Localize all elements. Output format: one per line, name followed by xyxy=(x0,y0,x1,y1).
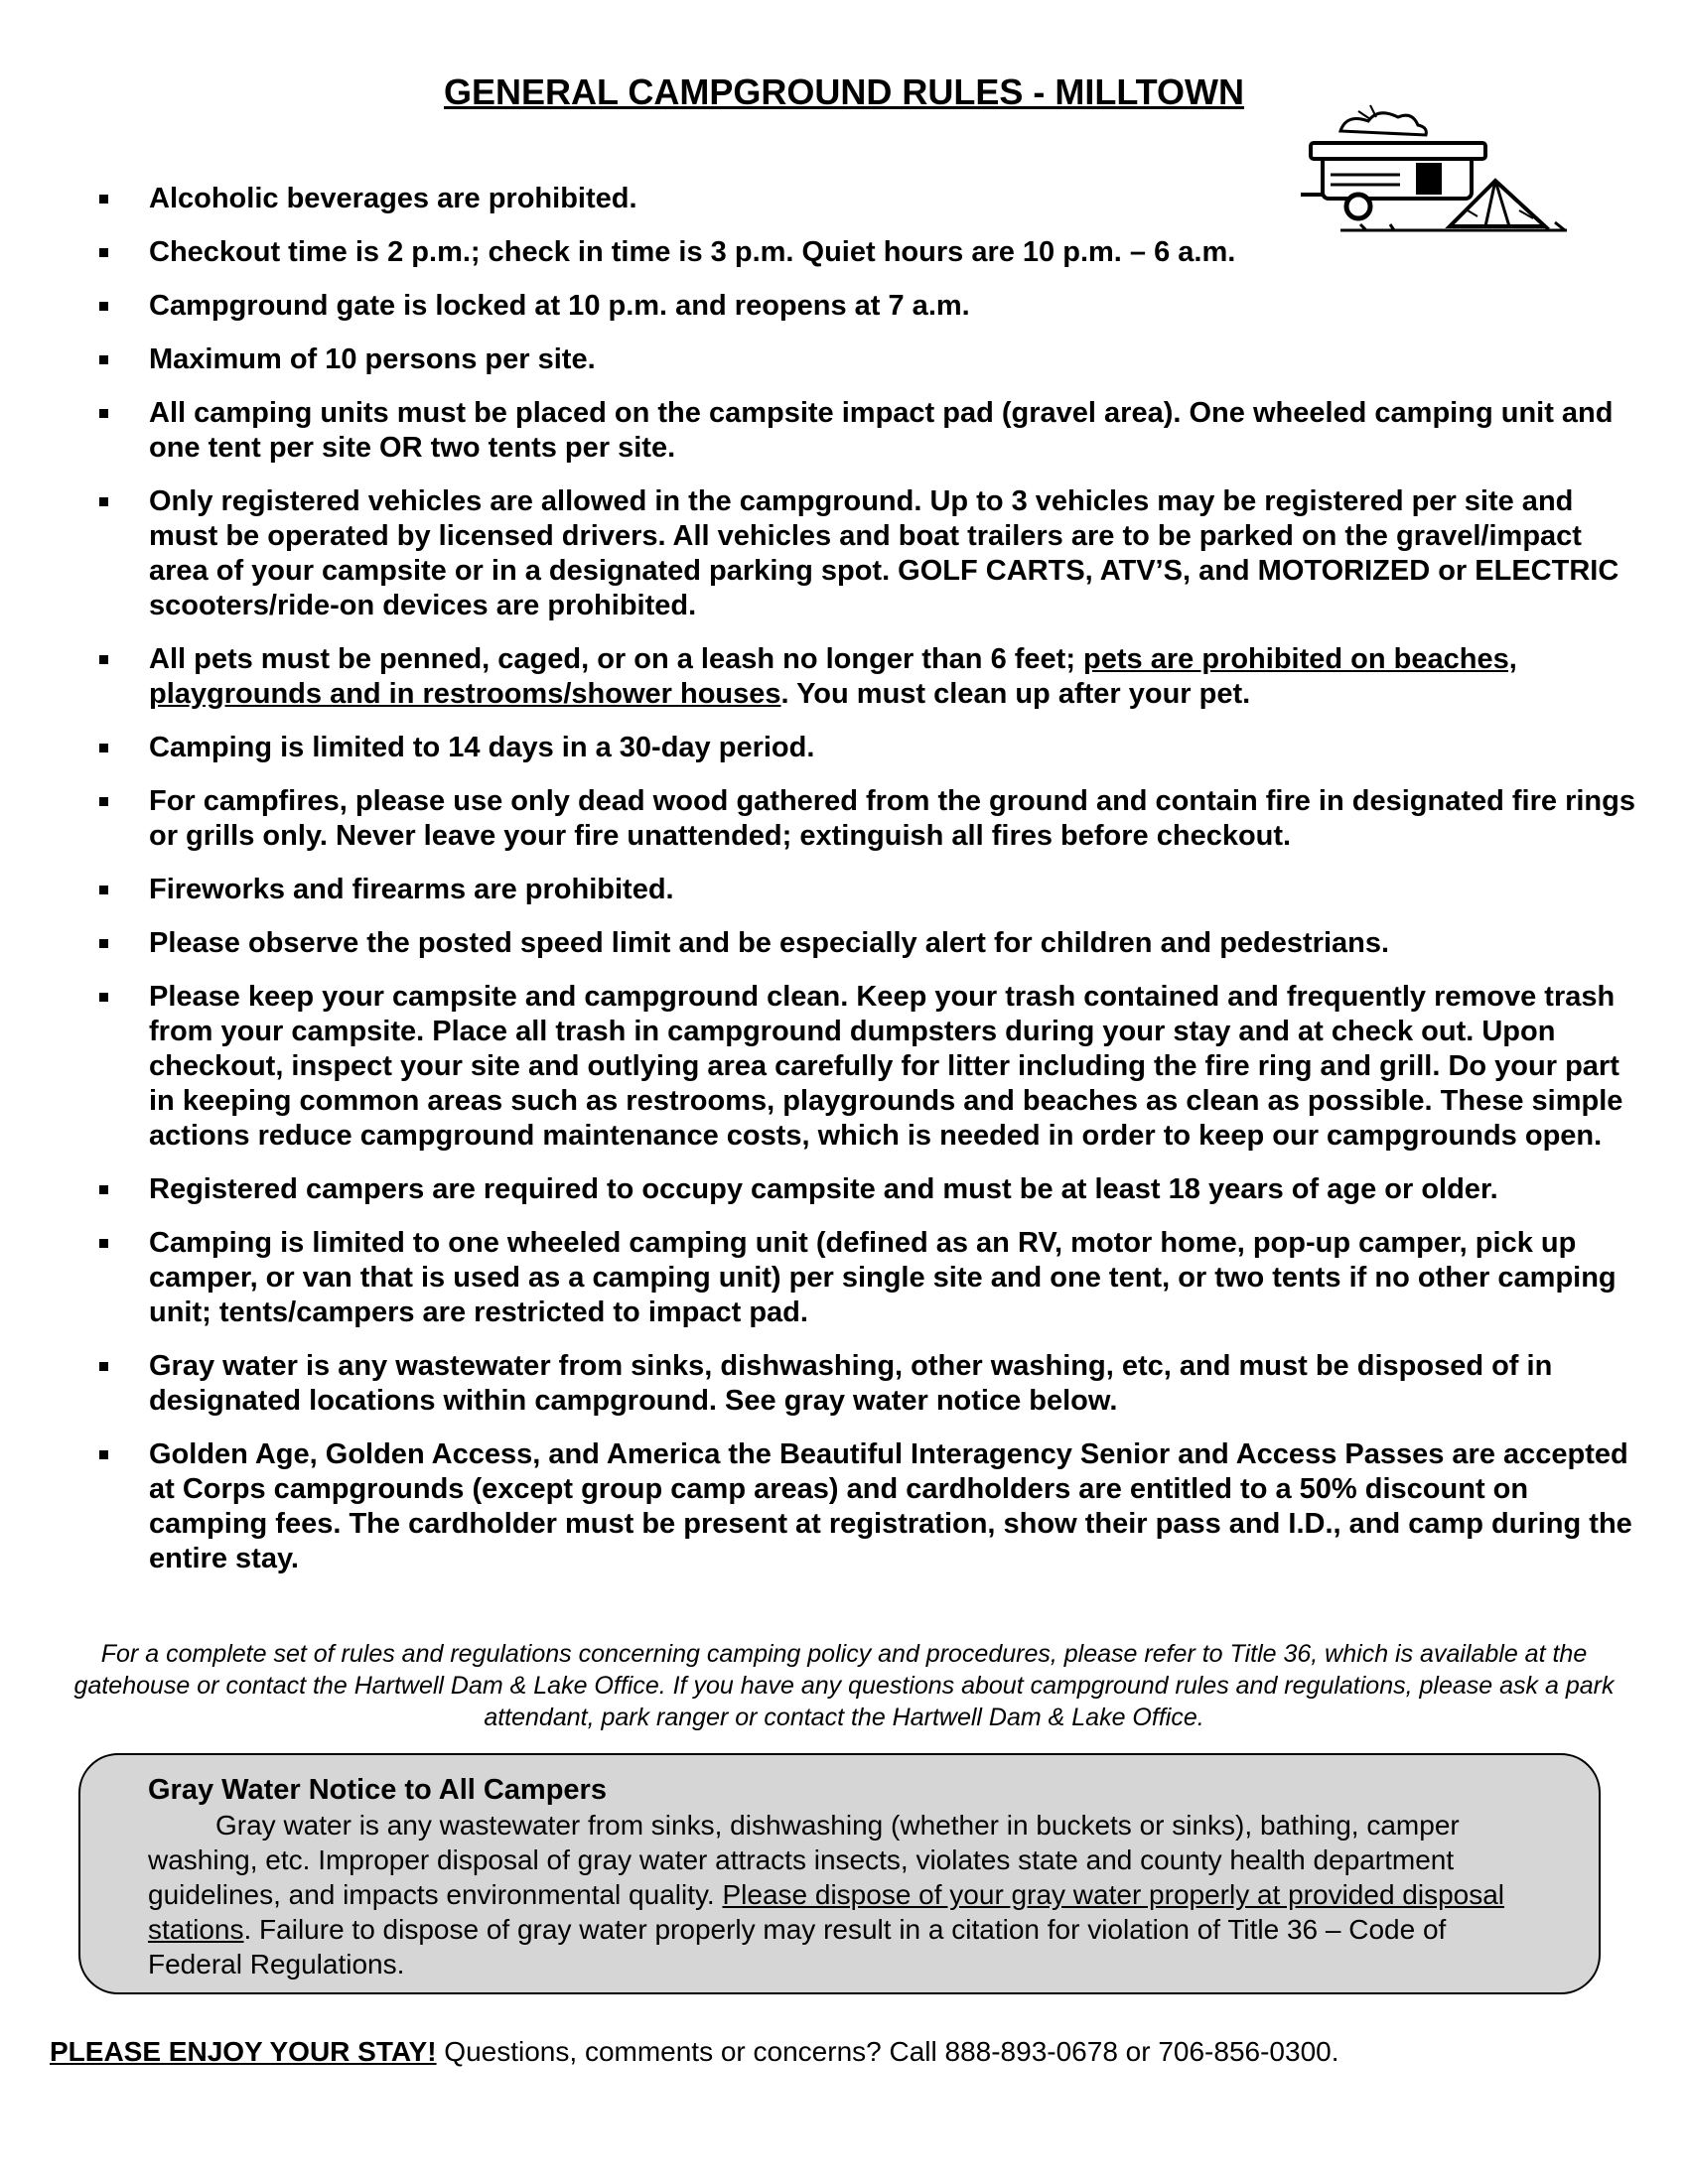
rule-item: Checkout time is 2 p.m.; check in time is 3 p.m. Quiet hours are 10 p.m. – 6 a.m. xyxy=(95,235,1644,270)
bullet-icon xyxy=(99,1239,108,1248)
notice-body: Gray water is any wastewater from sinks, dishwashing (whether in buckets or sinks), bathing, camper washing, etc. Improper disposal of gray water attracts insects, violates state and county health department guidelines, and impacts environmental quality. Please dispose of your gray water properly at provided disposal stations. Failure to dispose of gray water properly may result in a citation for violation of Title 36 – Code of Federal Regulations. xyxy=(148,1810,1505,1979)
rule-item: Please observe the posted speed limit and be especially alert for children and pedestrians. xyxy=(95,926,1644,961)
bullet-icon xyxy=(99,993,108,1002)
rule-item: Camping is limited to 14 days in a 30-day period. xyxy=(95,731,1644,765)
rule-item: Only registered vehicles are allowed in the campground. Up to 3 vehicles may be registered per site and must be operated by licensed drivers. All vehicles and boat trailers are to be parked on the gravel/impact area of your campsite or in a designated parking spot. GOLF CARTS, ATV’S, and MOTORIZED or ELECTRIC scooters/ride-on devices are prohibited. xyxy=(95,484,1644,623)
bullet-icon xyxy=(99,1362,108,1371)
closing-contact: Questions, comments or concerns? Call 888-893-0678 or 706-856-0300. xyxy=(436,2036,1339,2067)
rule-item: Fireworks and firearms are prohibited. xyxy=(95,873,1644,907)
rule-item: For campfires, please use only dead wood gathered from the ground and contain fire in designated fire rings or grills only. Never leave your fire unattended; extinguish all fires before checkout. xyxy=(95,784,1644,854)
bullet-icon xyxy=(99,939,108,948)
rule-item: Campground gate is locked at 10 p.m. and reopens at 7 a.m. xyxy=(95,289,1644,324)
gray-water-notice xyxy=(78,1753,1601,1994)
bullet-icon xyxy=(99,1450,108,1459)
bullet-icon xyxy=(99,248,108,257)
notice-underlined-text: Please dispose of your gray water properly at provided disposal stations xyxy=(148,1879,1505,1945)
rule-item: Golden Age, Golden Access, and America the Beautiful Interagency Senior and Access Passes are accepted at Corps campgrounds (except group camp areas) and cardholders are entitled to a 50% discount on camping fees. The cardholder must be present at registration, show their pass and I.D., and camp during the entire stay. xyxy=(95,1437,1644,1576)
bullet-icon xyxy=(99,409,108,418)
rule-item: Alcoholic beverages are prohibited. xyxy=(95,182,1644,216)
page-title: GENERAL CAMPGROUND RULES - MILLTOWN xyxy=(444,71,1244,112)
notice-title: Gray Water Notice to All Campers xyxy=(148,1774,607,1806)
closing-line xyxy=(50,2035,1339,2069)
rule-item: Camping is limited to one wheeled camping unit (defined as an RV, motor home, pop-up camper, pick up camper, or van that is used as a camping unit) per single site and one tent, or two tents if no other camping unit; tents/campers are restricted to impact pad. xyxy=(95,1226,1644,1330)
bullet-icon xyxy=(99,497,108,506)
bullet-icon xyxy=(99,1185,108,1194)
bullet-icon xyxy=(99,355,108,364)
rule-item: Gray water is any wastewater from sinks, dishwashing, other washing, etc, and must be disposed of in designated locations within campground. See gray water notice below. xyxy=(95,1349,1644,1419)
closing-heading: PLEASE ENJOY YOUR STAY! xyxy=(50,2036,437,2067)
rule-item: Maximum of 10 persons per site. xyxy=(95,342,1644,377)
pets-underlined-text: pets are prohibited on beaches, playgrounds and in restrooms/shower houses xyxy=(149,643,1517,710)
bullet-icon xyxy=(99,797,108,806)
footnote: For a complete set of rules and regulations concerning camping policy and procedures, please refer to Title 36, which is available at the gatehouse or contact the Hartwell Dam & Lake Office. If you have any questions about campground rules and regulations, please ask a park attendant, park ranger or contact the Hartwell Dam & Lake Office. xyxy=(73,1640,1615,1731)
rule-item: All camping units must be placed on the campsite impact pad (gravel area). One wheeled camping unit and one tent per site OR two tents per site. xyxy=(95,396,1644,466)
bullet-icon xyxy=(99,886,108,894)
rules-list xyxy=(95,182,1644,1595)
rule-item: Please keep your campsite and campground clean. Keep your trash contained and frequently remove trash from your campsite. Place all trash in campground dumpsters during your stay and at check out. Upon checkout, inspect your site and outlying area carefully for litter including the fire ring and grill. Do your part in keeping common areas such as restrooms, playgrounds and beaches as clean as possible. These simple actions reduce campground maintenance costs, which is needed in order to keep our campgrounds open. xyxy=(95,980,1644,1154)
bullet-icon xyxy=(99,195,108,204)
rule-item-pets: All pets must be penned, caged, or on a leash no longer than 6 feet; pets are prohibited on beaches, playgrounds and in restrooms/shower houses. You must clean up after your pet. xyxy=(95,642,1644,712)
bullet-icon xyxy=(99,744,108,752)
rule-item: Registered campers are required to occupy campsite and must be at least 18 years of age or older. xyxy=(95,1172,1644,1207)
bullet-icon xyxy=(99,302,108,311)
bullet-icon xyxy=(99,655,108,664)
